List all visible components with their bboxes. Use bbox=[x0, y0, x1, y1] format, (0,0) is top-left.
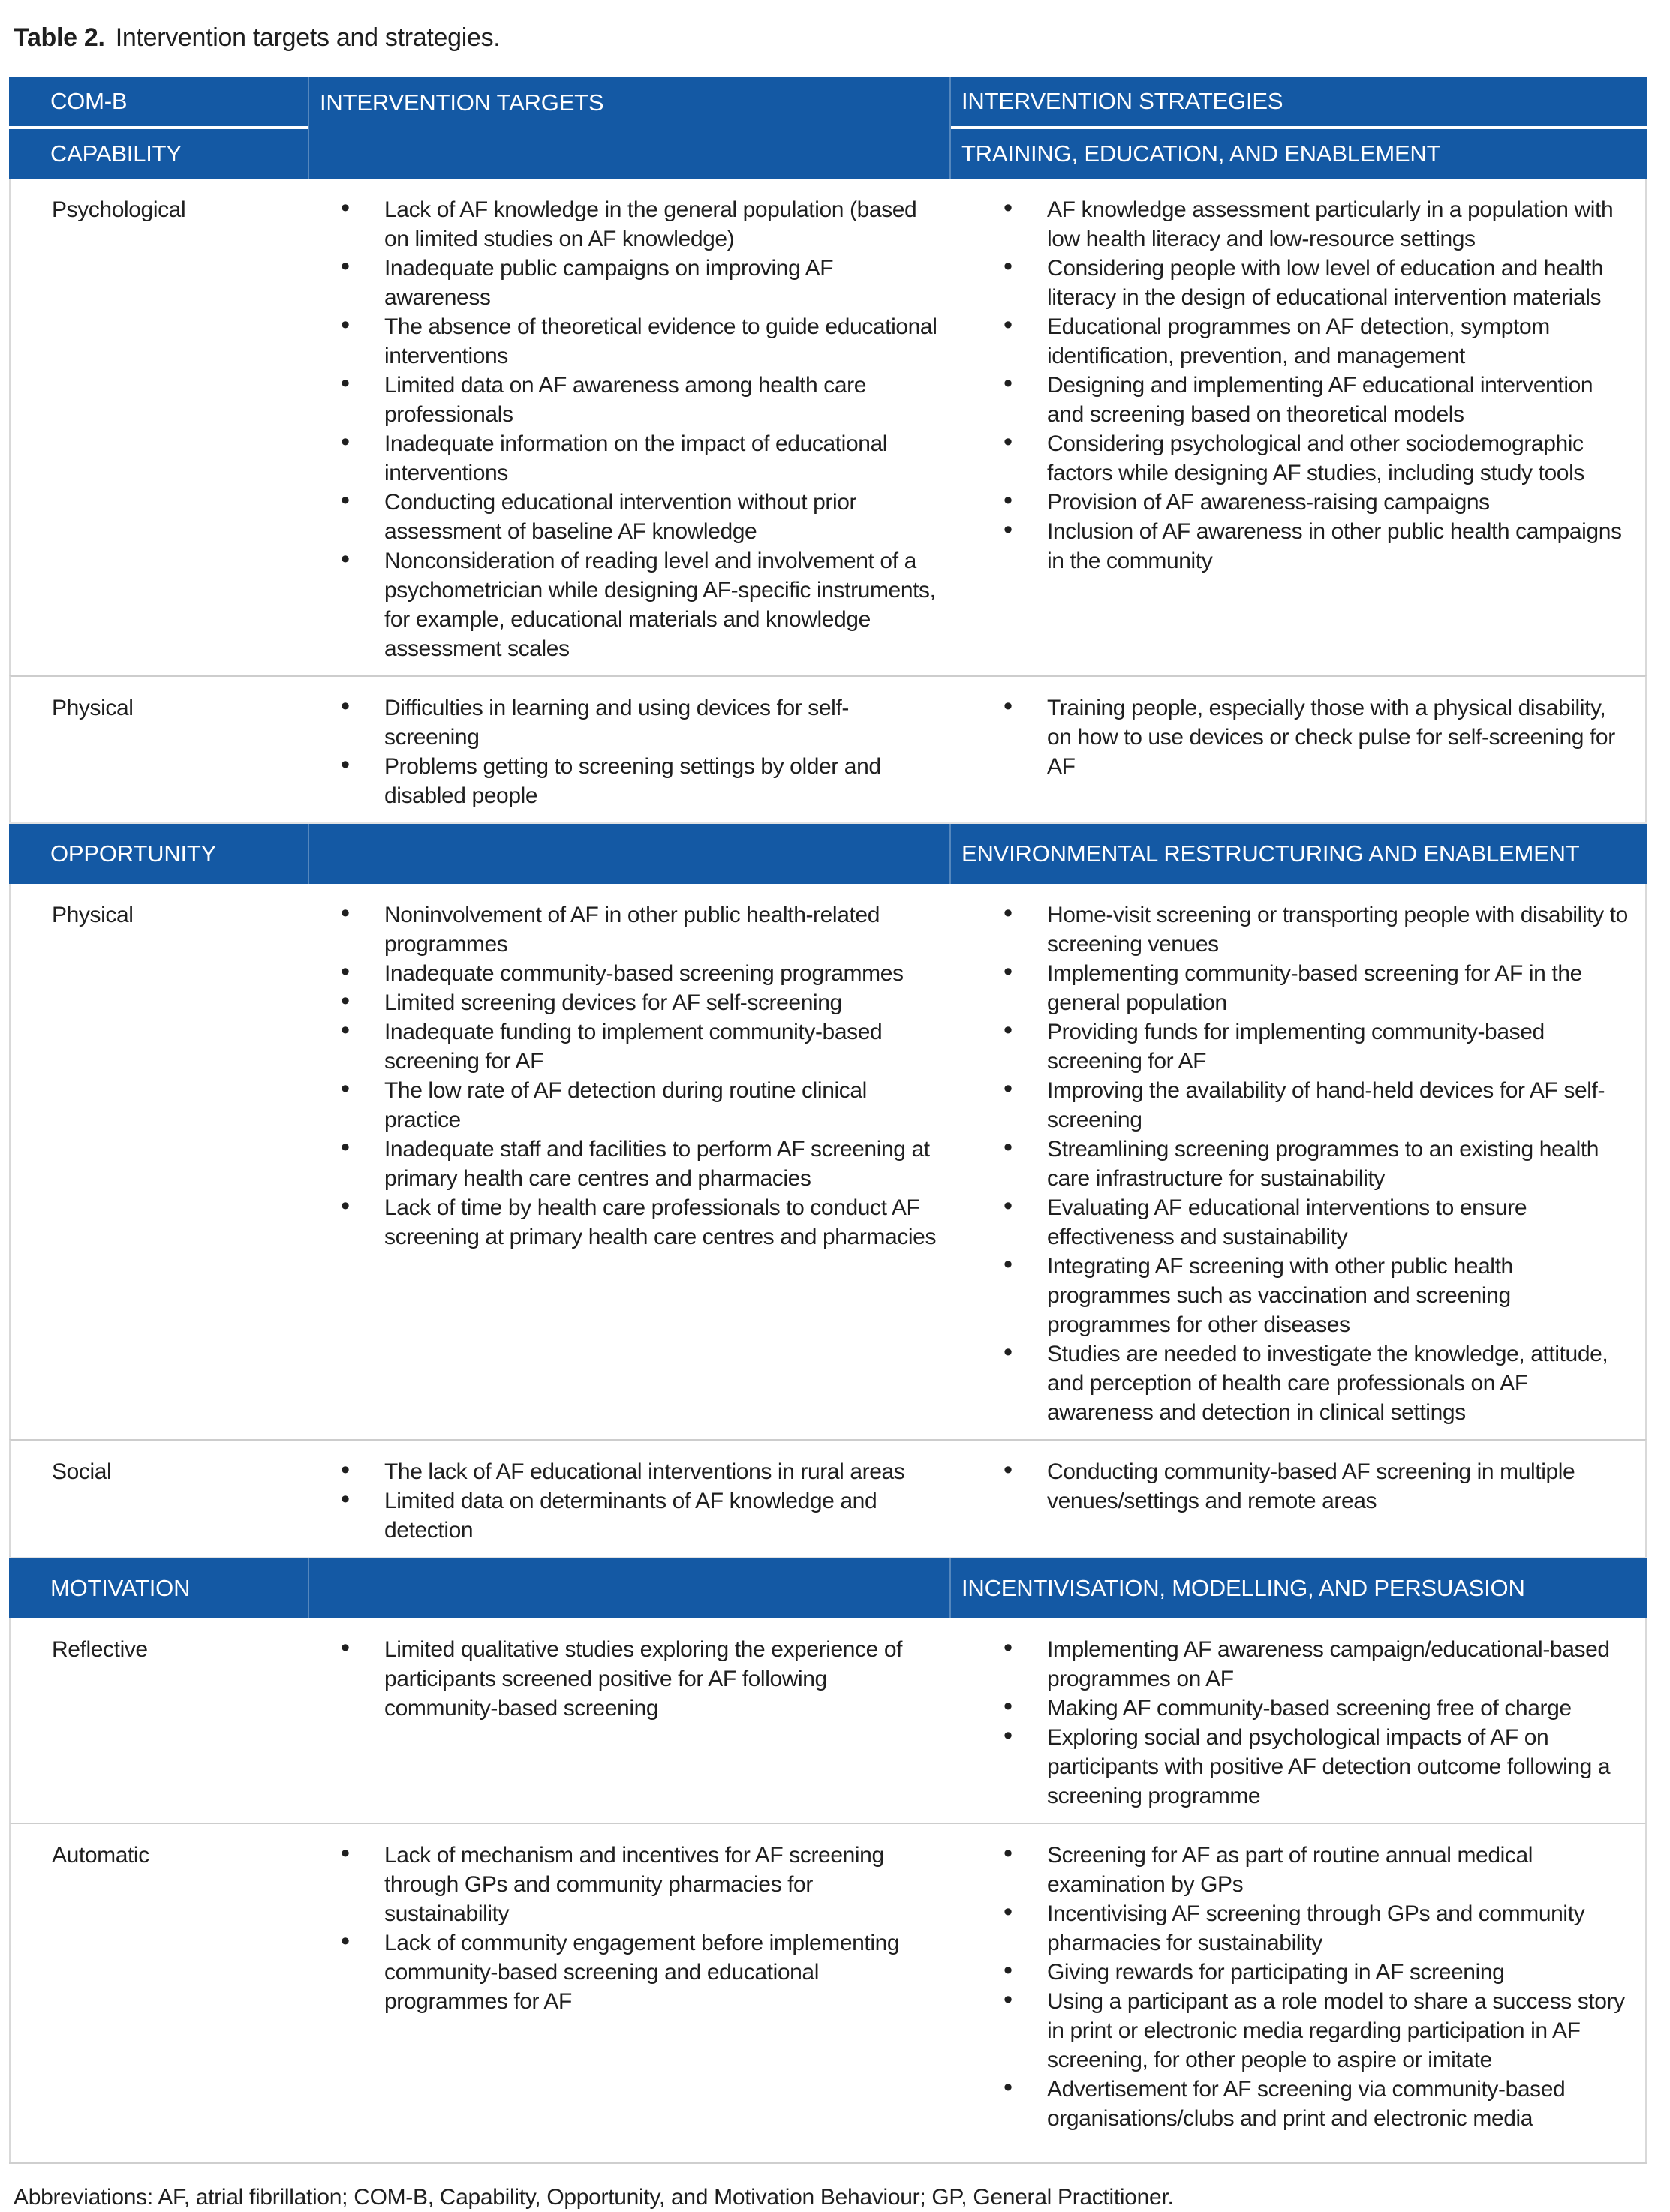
target-item: • Inadequate staff and facilities to perform AF screening at primary health care centres and pharmacies bbox=[384, 1135, 937, 1193]
header-targets-label: INTERVENTION TARGETS bbox=[320, 89, 604, 116]
section-spacer bbox=[308, 824, 949, 884]
section-name-label: MOTIVATION bbox=[50, 1575, 191, 1601]
strategy-item: • Designing and implementing AF educational intervention and screening based on theoretical models bbox=[1047, 371, 1632, 429]
strategy-item: • Inclusion of AF awareness in other public health campaigns in the community bbox=[1047, 517, 1632, 576]
target-item: • The low rate of AF detection during routine clinical practice bbox=[384, 1076, 937, 1135]
table-header bbox=[9, 77, 1647, 179]
com-b-label: Automatic bbox=[52, 1843, 149, 1868]
target-item: • Problems getting to screening settings by older and disabled people bbox=[384, 752, 937, 810]
target-item-list bbox=[309, 900, 937, 1252]
row-physical bbox=[9, 675, 1647, 822]
table-caption bbox=[14, 23, 1647, 53]
row-psychological bbox=[9, 179, 1647, 675]
strategy-item: • Provision of AF awareness-raising campaigns bbox=[1047, 488, 1632, 517]
target-item: • Lack of mechanism and incentives for AF screening through GPs and community pharmacies for sustainability bbox=[384, 1841, 937, 1928]
target-item: • Limited screening devices for AF self-screening bbox=[384, 988, 937, 1017]
target-item-list bbox=[309, 1457, 937, 1545]
target-item: • Lack of time by health care professionals to conduct AF screening at primary health care centres and pharmacies bbox=[384, 1193, 937, 1252]
strategy-item: • Screening for AF as part of routine annual medical examination by GPs bbox=[1047, 1841, 1632, 1899]
strategy-item: • Training people, especially those with a physical disability, on how to use devices or check pulse for self-screening for AF bbox=[1047, 693, 1632, 781]
strategy-item-list bbox=[951, 195, 1632, 576]
strategy-item: • Considering psychological and other sociodemographic factors while designing AF studies, including study tools bbox=[1047, 429, 1632, 488]
strategy-item: • Giving rewards for participating in AF screening bbox=[1047, 1958, 1632, 1987]
header-com-b-label: COM-B bbox=[9, 77, 308, 129]
strategy-item: • Incentivising AF screening through GPs and community pharmacies for sustainability bbox=[1047, 1899, 1632, 1958]
intervention-table bbox=[9, 77, 1647, 2164]
strategies-cell bbox=[951, 1441, 1648, 1557]
table-caption-label: Table 2. bbox=[14, 23, 105, 52]
targets-cell bbox=[309, 1618, 951, 1823]
strategies-cell bbox=[951, 677, 1648, 822]
strategy-item-list bbox=[951, 1457, 1632, 1516]
strategy-item-list bbox=[951, 900, 1632, 1427]
strategies-cell bbox=[951, 1824, 1648, 2162]
com-b-label: Physical bbox=[52, 903, 134, 927]
strategy-item: • Home-visit screening or transporting people with disability to screening venues bbox=[1047, 900, 1632, 959]
strategy-item: • Educational programmes on AF detection, symptom identification, prevention, and management bbox=[1047, 312, 1632, 371]
target-item: • Nonconsideration of reading level and involvement of a psychometrician while designing AF-specific instruments, for example, educational materials and knowledge assessment scales bbox=[384, 546, 937, 663]
targets-cell bbox=[309, 677, 951, 822]
strategy-item: • Conducting community-based AF screening in multiple venues/settings and remote areas bbox=[1047, 1457, 1632, 1516]
strategy-item: • Streamlining screening programmes to an existing health care infrastructure for sustainability bbox=[1047, 1135, 1632, 1193]
target-item-list bbox=[309, 1635, 937, 1723]
section-strategy-header-label: INCENTIVISATION, MODELLING, AND PERSUASION bbox=[949, 1558, 1647, 1618]
com-b-label: Reflective bbox=[52, 1637, 148, 1662]
target-item: • Difficulties in learning and using devices for self-screening bbox=[384, 693, 937, 752]
strategy-item: • Exploring social and psychological impacts of AF on participants with positive AF detection outcome following a screening programme bbox=[1047, 1723, 1632, 1811]
section-bar-opportunity bbox=[9, 822, 1647, 884]
target-item: • Noninvolvement of AF in other public health-related programmes bbox=[384, 900, 937, 959]
strategies-cell bbox=[951, 1618, 1648, 1823]
strategy-item: • Considering people with low level of education and health literacy in the design of educational intervention materials bbox=[1047, 254, 1632, 312]
target-item: • Inadequate community-based screening programmes bbox=[384, 959, 937, 988]
targets-cell bbox=[309, 1824, 951, 2162]
strategy-item: • Evaluating AF educational interventions to ensure effectiveness and sustainability bbox=[1047, 1193, 1632, 1252]
abbreviations-footnote: Abbreviations: AF, atrial fibrillation; COM-B, Capability, Opportunity, and Motivation Behaviour; GP, General Practitioner. bbox=[14, 2185, 1174, 2210]
targets-cell bbox=[309, 179, 951, 675]
com-b-label: Psychological bbox=[52, 197, 186, 222]
header-column-com-b bbox=[9, 77, 308, 179]
com-b-label: Social bbox=[52, 1459, 112, 1484]
target-item: • Conducting educational intervention without prior assessment of baseline AF knowledge bbox=[384, 488, 937, 546]
row-physical bbox=[9, 884, 1647, 1439]
target-item: • Lack of community engagement before implementing community-based screening and educational programmes for AF bbox=[384, 1928, 937, 2016]
target-item: • Inadequate funding to implement community-based screening for AF bbox=[384, 1017, 937, 1076]
row-social bbox=[9, 1439, 1647, 1557]
section-strategy-header-label: ENVIRONMENTAL RESTRUCTURING AND ENABLEMENT bbox=[949, 824, 1647, 884]
section-name-label: OPPORTUNITY bbox=[50, 840, 217, 867]
target-item-list bbox=[309, 693, 937, 810]
target-item: • The lack of AF educational interventions in rural areas bbox=[384, 1457, 937, 1486]
table-body bbox=[9, 179, 1647, 2162]
strategy-item: • Integrating AF screening with other public health programmes such as vaccination and screening programmes for other diseases bbox=[1047, 1252, 1632, 1339]
target-item: • Limited qualitative studies exploring the experience of participants screened positive for AF following community-based screening bbox=[384, 1635, 937, 1723]
strategy-item: • Improving the availability of hand-held devices for AF self-screening bbox=[1047, 1076, 1632, 1135]
target-item: • Limited data on determinants of AF knowledge and detection bbox=[384, 1486, 937, 1545]
strategy-item: • AF knowledge assessment particularly in a population with low health literacy and low-resource settings bbox=[1047, 195, 1632, 254]
header-targets-spacer bbox=[309, 129, 949, 179]
strategy-item-list bbox=[951, 1635, 1632, 1811]
target-item: • Inadequate public campaigns on improving AF awareness bbox=[384, 254, 937, 312]
target-item: • The absence of theoretical evidence to guide educational interventions bbox=[384, 312, 937, 371]
strategies-cell bbox=[951, 179, 1648, 675]
strategy-item: • Implementing community-based screening for AF in the general population bbox=[1047, 959, 1632, 1017]
header-strategies-label: INTERVENTION STRATEGIES bbox=[951, 77, 1647, 129]
header-column-strategies bbox=[949, 77, 1647, 179]
section-bar-motivation bbox=[9, 1557, 1647, 1618]
header-column-targets bbox=[308, 77, 949, 179]
target-item: • Limited data on AF awareness among health care professionals bbox=[384, 371, 937, 429]
header-section-label: CAPABILITY bbox=[50, 140, 182, 167]
row-reflective bbox=[9, 1618, 1647, 1823]
strategy-item: • Studies are needed to investigate the knowledge, attitude, and perception of health care professionals on AF awareness and detection in clinical settings bbox=[1047, 1339, 1632, 1427]
strategy-item: • Making AF community-based screening free of charge bbox=[1047, 1694, 1632, 1723]
strategy-item-list bbox=[951, 1841, 1632, 2133]
targets-cell bbox=[309, 1441, 951, 1557]
strategy-item: • Providing funds for implementing community-based screening for AF bbox=[1047, 1017, 1632, 1076]
target-item: • Inadequate information on the impact of educational interventions bbox=[384, 429, 937, 488]
strategy-item: • Using a participant as a role model to share a success story in print or electronic media regarding participation in AF screening, for other people to aspire or imitate bbox=[1047, 1987, 1632, 2075]
target-item-list bbox=[309, 195, 937, 663]
target-item: • Lack of AF knowledge in the general population (based on limited studies on AF knowledge) bbox=[384, 195, 937, 254]
targets-cell bbox=[309, 884, 951, 1439]
strategy-item: • Advertisement for AF screening via community-based organisations/clubs and print and electronic media bbox=[1047, 2075, 1632, 2133]
strategy-item: • Implementing AF awareness campaign/educational-based programmes on AF bbox=[1047, 1635, 1632, 1694]
target-item-list bbox=[309, 1841, 937, 2016]
header-strategy-group-label: TRAINING, EDUCATION, AND ENABLEMENT bbox=[961, 140, 1441, 167]
strategies-cell bbox=[951, 884, 1648, 1439]
table-caption-text: Intervention targets and strategies. bbox=[115, 23, 501, 52]
row-automatic bbox=[9, 1823, 1647, 2162]
com-b-label: Physical bbox=[52, 696, 134, 720]
strategy-item-list bbox=[951, 693, 1632, 781]
section-spacer bbox=[308, 1558, 949, 1618]
